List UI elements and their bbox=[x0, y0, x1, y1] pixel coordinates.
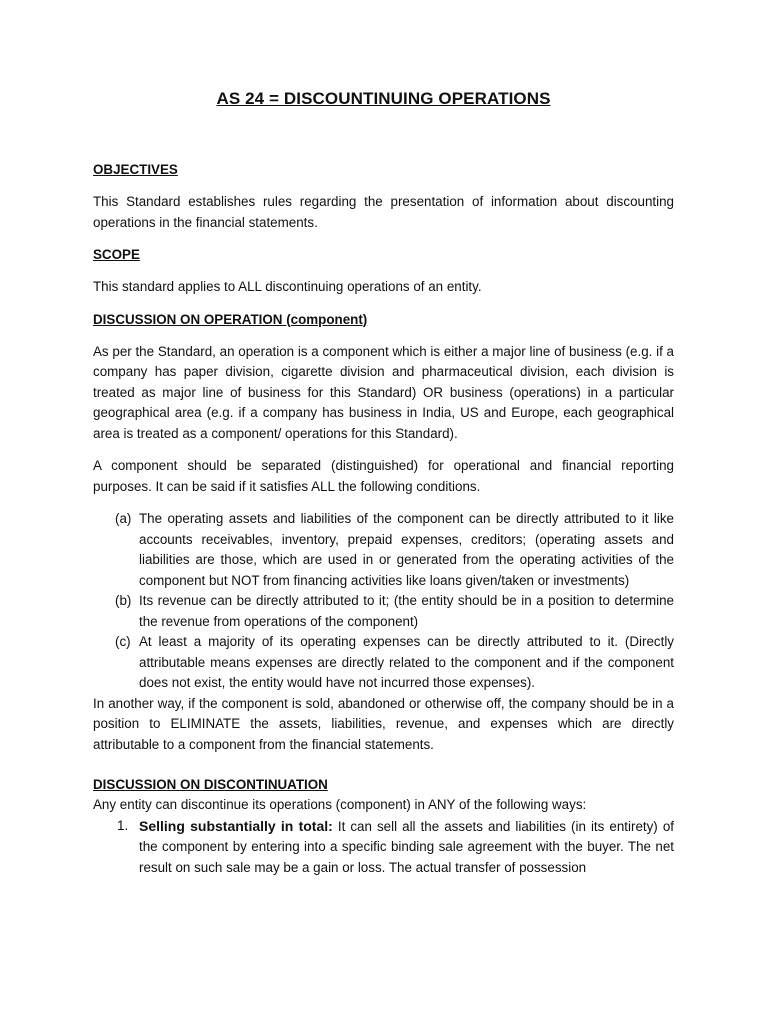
condition-marker: (c) bbox=[115, 634, 131, 649]
operation-paragraph-3: In another way, if the component is sold, abandoned or otherwise off, the company should be in a position to ELIMINATE the assets, liabilities, revenue, and expenses which are directly attributable to a component from the financial statements. bbox=[93, 695, 674, 752]
operation-paragraph-2: A component should be separated (distinguished) for operational and financial reporting purposes. It can be said if it satisfies ALL the following conditions. bbox=[93, 458, 674, 494]
operation-heading: DISCUSSION ON OPERATION (component) bbox=[93, 311, 368, 327]
condition-marker: (a) bbox=[115, 511, 132, 526]
way-lead: Selling substantially in total: bbox=[139, 817, 333, 834]
document-body bbox=[93, 86, 674, 878]
discontinuation-ways-list bbox=[93, 816, 674, 879]
condition-text: The operating assets and liabilities of the component can be directly attributed to it like accounts receivables, inventory, prepaid expenses, creditors; (operating assets and liabilities are those, which are used in or generated from the operating activities of the component but NOT from financing activities like loans given/taken or investments) bbox=[139, 511, 674, 588]
condition-text: At least a majority of its operating expenses can be directly attributed to it. (Directly attributable means expenses are directly related to the component and if the component does not exist, the entity would have not incurred those expenses). bbox=[139, 634, 674, 690]
objectives-heading: OBJECTIVES bbox=[93, 162, 178, 177]
condition-item bbox=[93, 591, 674, 632]
condition-item bbox=[93, 509, 674, 591]
way-item bbox=[93, 816, 674, 879]
objectives-text: This Standard establishes rules regarding the presentation of information about discounting operations in the financial statements. bbox=[93, 194, 674, 230]
discontinuation-intro: Any entity can discontinue its operations (component) in ANY of the following ways: bbox=[93, 797, 587, 812]
conditions-list bbox=[93, 509, 674, 694]
page-title: AS 24 = DISCOUNTINUING OPERATIONS bbox=[216, 89, 551, 108]
way-marker: 1. bbox=[117, 817, 129, 833]
scope-heading: SCOPE bbox=[93, 247, 140, 262]
condition-item bbox=[93, 632, 674, 694]
discontinuation-heading: DISCUSSION ON DISCONTINUATION bbox=[93, 777, 328, 792]
condition-marker: (b) bbox=[115, 593, 132, 608]
operation-paragraph-1: As per the Standard, an operation is a component which is either a major line of business (e.g. if a company has paper division, cigarette division and pharmaceutical division, each division is treated as major line of business for this Standard) OR business (operations) in a particular geographical area (e.g. if a company has business in India, US and Europe, each geographical area is treated as a component/ operations for this Standard). bbox=[93, 343, 674, 441]
scope-text: This standard applies to ALL discontinuing operations of an entity. bbox=[93, 279, 482, 294]
way-text: It can sell all the assets and liabilities (in its entirety) of the component by entering into a specific binding sale agreement with the buyer. The net result on such sale may be a gain or loss. The actual transfer of possession bbox=[139, 818, 674, 875]
condition-text: Its revenue can be directly attributed to it; (the entity should be in a position to determine the revenue from operations of the component) bbox=[139, 593, 674, 629]
